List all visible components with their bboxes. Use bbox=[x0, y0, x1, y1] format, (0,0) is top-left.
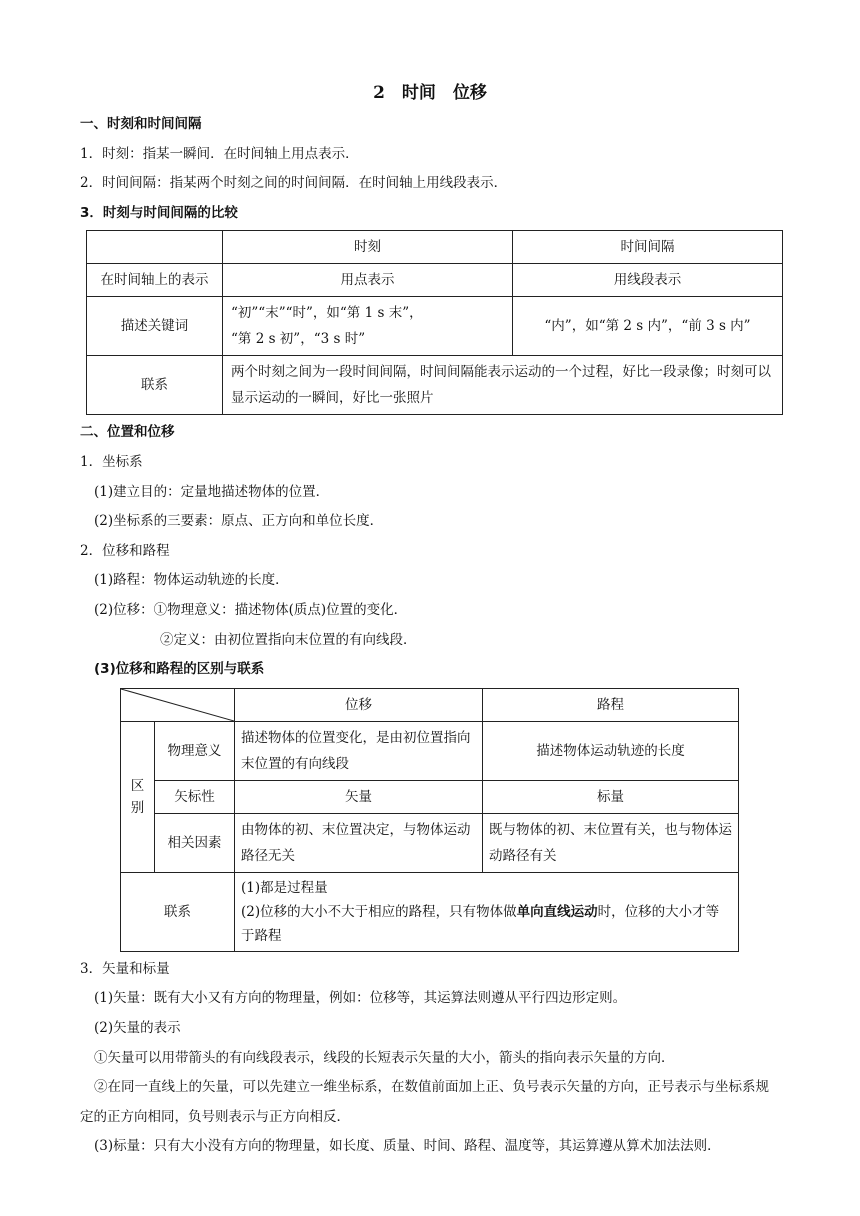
table-row-label: 联系 bbox=[87, 356, 223, 415]
table-cell-line bbox=[241, 900, 732, 948]
table-row bbox=[87, 356, 783, 415]
table-cell bbox=[223, 297, 513, 356]
paragraph: (1)路程：物体运动轨迹的长度． bbox=[94, 572, 289, 589]
diagonal-line bbox=[121, 689, 234, 721]
table-diagonal-corner bbox=[121, 688, 235, 721]
table-row bbox=[121, 721, 739, 780]
table-row bbox=[87, 264, 783, 297]
table-cell: 既与物体的初、末位置有关，也与物体运动路径有关 bbox=[483, 813, 739, 872]
time-comparison-table bbox=[86, 230, 783, 415]
section-heading-time: 一、时刻和时间间隔 bbox=[80, 116, 202, 132]
table-header-row bbox=[121, 688, 739, 721]
table-row-label: 联系 bbox=[121, 872, 235, 951]
table-header-row bbox=[87, 231, 783, 264]
paragraph: (1)建立目的：定量地描述物体的位置． bbox=[94, 483, 330, 500]
group-label-char: 区 bbox=[130, 777, 145, 794]
emphasis-text: 单向直线运动 bbox=[516, 903, 598, 920]
section-heading-position: 二、位置和位移 bbox=[80, 424, 175, 441]
table-cell: 用线段表示 bbox=[513, 264, 783, 297]
table-header-cell: 时间间隔 bbox=[513, 231, 783, 264]
table-row-label: 在时间轴上的表示 bbox=[87, 264, 223, 297]
table-cell: 描述物体的位置变化，是由初位置指向末位置的有向线段 bbox=[235, 721, 483, 780]
table-header-cell: 路程 bbox=[483, 688, 739, 721]
paragraph: (2)位移：①物理意义：描述物体(质点)位置的变化． bbox=[94, 601, 408, 618]
paragraph: 1．坐标系 bbox=[80, 453, 143, 470]
table-cell: 两个时刻之间为一段时间间隔，时间间隔能表示运动的一个过程，好比一段录像；时刻可以显示运动的一瞬间，好比一张照片 bbox=[223, 356, 783, 415]
paragraph: ②在同一直线上的矢量，可以先建立一维坐标系，在数值前面加上正、负号表示矢量的方向，正号表示与坐标系规定的正方向相同，负号则表示与正方向相反． bbox=[80, 1079, 769, 1125]
table-row-label: 相关因素 bbox=[155, 813, 235, 872]
table-cell-line: “第 2 s 初”，“3 s 时” bbox=[231, 331, 366, 348]
paragraph: (3)标量：只有大小没有方向的物理量，如长度、质量、时间、路程、温度等，其运算遵从算术加法法则． bbox=[94, 1138, 721, 1155]
table-corner-cell bbox=[87, 231, 223, 264]
table-cell: 矢量 bbox=[235, 780, 483, 813]
page-title: 2 时间 位移 bbox=[373, 83, 487, 103]
table-row bbox=[121, 813, 739, 872]
table-cell: 由物体的初、末位置决定，与物体运动路径无关 bbox=[235, 813, 483, 872]
document-page bbox=[80, 78, 780, 1162]
displacement-distance-table bbox=[120, 688, 739, 952]
subheading: 3．时刻与时间间隔的比较 bbox=[80, 204, 238, 221]
table-row bbox=[121, 872, 739, 951]
table-row-label: 矢标性 bbox=[155, 780, 235, 813]
paragraph: (2)矢量的表示 bbox=[94, 1019, 181, 1036]
table-cell-line: “初”“末”“时”，如“第 1 s 末”， bbox=[231, 305, 423, 322]
table-row bbox=[121, 780, 739, 813]
paragraph: ②定义：由初位置指向末位置的有向线段． bbox=[160, 631, 417, 648]
table-cell bbox=[235, 872, 739, 951]
table-cell: 用点表示 bbox=[223, 264, 513, 297]
table-cell: “内”，如“第 2 s 内”，“前 3 s 内” bbox=[513, 297, 783, 356]
table-group-label bbox=[121, 721, 155, 872]
paragraph: 2．位移和路程 bbox=[80, 542, 170, 559]
table-cell: 标量 bbox=[483, 780, 739, 813]
paragraph: (1)矢量：既有大小又有方向的物理量，例如：位移等，其运算法则遵从平行四边形定则。 bbox=[94, 990, 627, 1007]
table-cell-line: (1)都是过程量 bbox=[241, 879, 328, 896]
table-header-cell: 时刻 bbox=[223, 231, 513, 264]
table-row bbox=[87, 297, 783, 356]
subheading: (3)位移和路程的区别与联系 bbox=[94, 661, 265, 678]
paragraph: 1．时刻：指某一瞬间．在时间轴上用点表示． bbox=[80, 145, 359, 162]
paragraph: (2)坐标系的三要素：原点、正方向和单位长度． bbox=[94, 513, 384, 530]
table-header-cell: 位移 bbox=[235, 688, 483, 721]
table-row-label: 描述关键词 bbox=[87, 297, 223, 356]
paragraph: 3．矢量和标量 bbox=[80, 960, 170, 977]
text-run: 时，位移的大小才等于路程 bbox=[241, 903, 720, 944]
text-run: (2)位移的大小不大于相应的路程，只有物体做 bbox=[241, 903, 517, 920]
paragraph: ①矢量可以用带箭头的有向线段表示，线段的长短表示矢量的大小，箭头的指向表示矢量的方向． bbox=[94, 1049, 675, 1066]
table-row-label: 物理意义 bbox=[155, 721, 235, 780]
table-cell: 描述物体运动轨迹的长度 bbox=[483, 721, 739, 780]
paragraph: 2．时间间隔：指某两个时刻之间的时间间隔．在时间轴上用线段表示． bbox=[80, 175, 508, 192]
group-label-char: 别 bbox=[130, 799, 145, 816]
